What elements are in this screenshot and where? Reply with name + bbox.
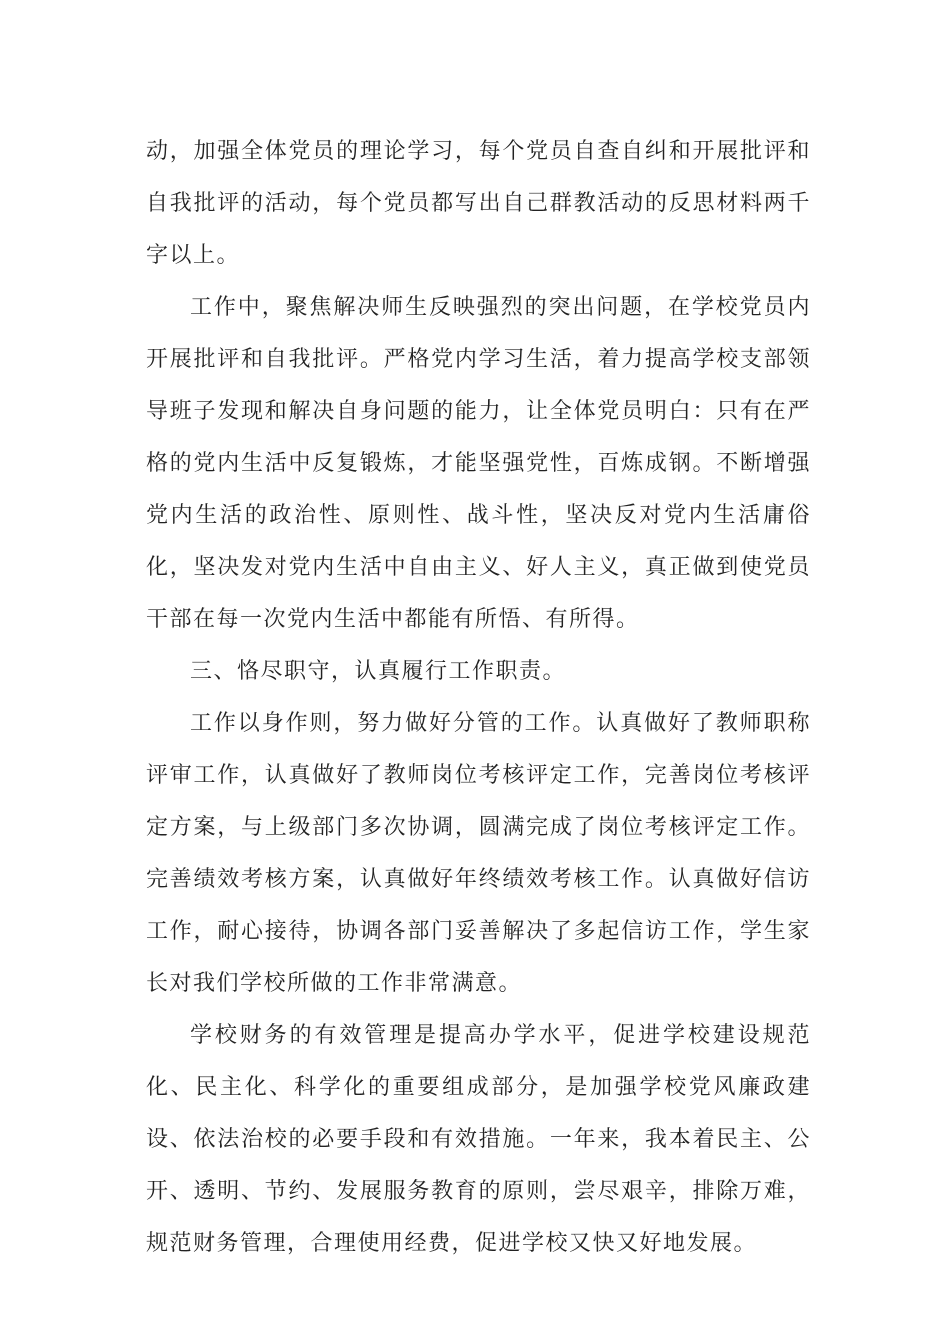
paragraph-work-duties: 工作以身作则，努力做好分管的工作。认真做好了教师职称评审工作，认真做好了教师岗位考核评定工作，完善岗位考核评定方案，与上级部门多次协调，圆满完成了岗位考核评定工作。完善绩效考核方案，认真做好年终绩效考核工作。认真做好信访工作，耐心接待，协调各部门妥善解决了多起信访工作，学生家长对我们学校所做的工作非常满意。: [146, 711, 811, 996]
paragraph-finance: 学校财务的有效管理是提高办学水平，促进学校建设规范化、民主化、科学化的重要组成部分，是加强学校党风廉政建设、依法治校的必要手段和有效措施。一年来，我本着民主、公开、透明、节约、发展服务教育的原则，尝尽艰辛，排除万难，规范财务管理，合理使用经费，促进学校又快又好地发展。: [146, 1023, 811, 1256]
paragraph-party-life: 工作中，聚焦解决师生反映强烈的突出问题，在学校党员内开展批评和自我批评。严格党内学习生活，着力提高学校支部领导班子发现和解决自身问题的能力，让全体党员明白：只有在严格的党内生活中反复锻炼，才能坚强党性，百炼成钢。不断增强党内生活的政治性、原则性、战斗性，坚决反对党内生活庸俗化，坚决发对党内生活中自由主义、好人主义，真正做到使党员干部在每一次党内生活中都能有所悟、有所得。: [146, 295, 811, 632]
paragraph-continued: 动，加强全体党员的理论学习，每个党员自查自纠和开展批评和自我批评的活动，每个党员都写出自己群教活动的反思材料两千字以上。: [146, 139, 811, 268]
document-body: [146, 126, 811, 1270]
section-heading-duties: 三、恪尽职守，认真履行工作职责。: [190, 659, 567, 684]
